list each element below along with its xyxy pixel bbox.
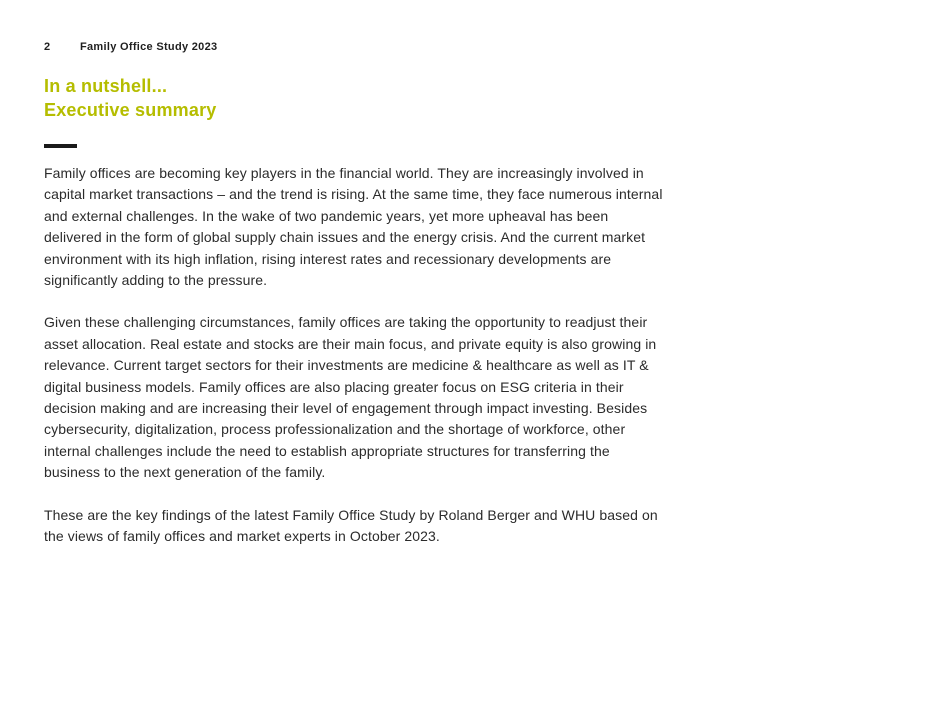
body-paragraph: Family offices are becoming key players in the financial world. They are increasingly involved in capital market transactions – and the trend is rising. At the same time, they face numerous internal and external challenges. In the wake of two pandemic years, yet more upheaval has been delivered in the form of global supply chain issues and the energy crisis. And the current market environment with its high inflation, rising interest rates and recessionary developments are significantly adding to the pressure.: [44, 165, 663, 289]
document-header-title: Family Office Study 2023: [80, 41, 218, 53]
body-paragraph: Given these challenging circumstances, family offices are taking the opportunity to readjust their asset allocation. Real estate and stocks are their main focus, and private equity is also growing in relevance. Current target sectors for their investments are medicine & healthcare as well as IT & digital business models. Family offices are also placing greater focus on ESG criteria in their decision making and are increasing their level of engagement through impact investing. Besides cybersecurity, digitalization, process professionalization and the shortage of workforce, other internal challenges include the need to establish appropriate structures for transferring the business to the next generation of the family.: [44, 314, 657, 481]
section-title: [44, 74, 950, 122]
page-header: [44, 41, 950, 53]
body-text: [44, 163, 668, 548]
title-rule: [44, 144, 77, 148]
section-title-line1: In a nutshell...: [44, 76, 168, 96]
body-paragraph: These are the key findings of the latest Family Office Study by Roland Berger and WHU based on the views of family offices and market experts in October 2023.: [44, 506, 658, 545]
section-title-line2: Executive summary: [44, 100, 217, 120]
page-number: 2: [44, 41, 51, 53]
